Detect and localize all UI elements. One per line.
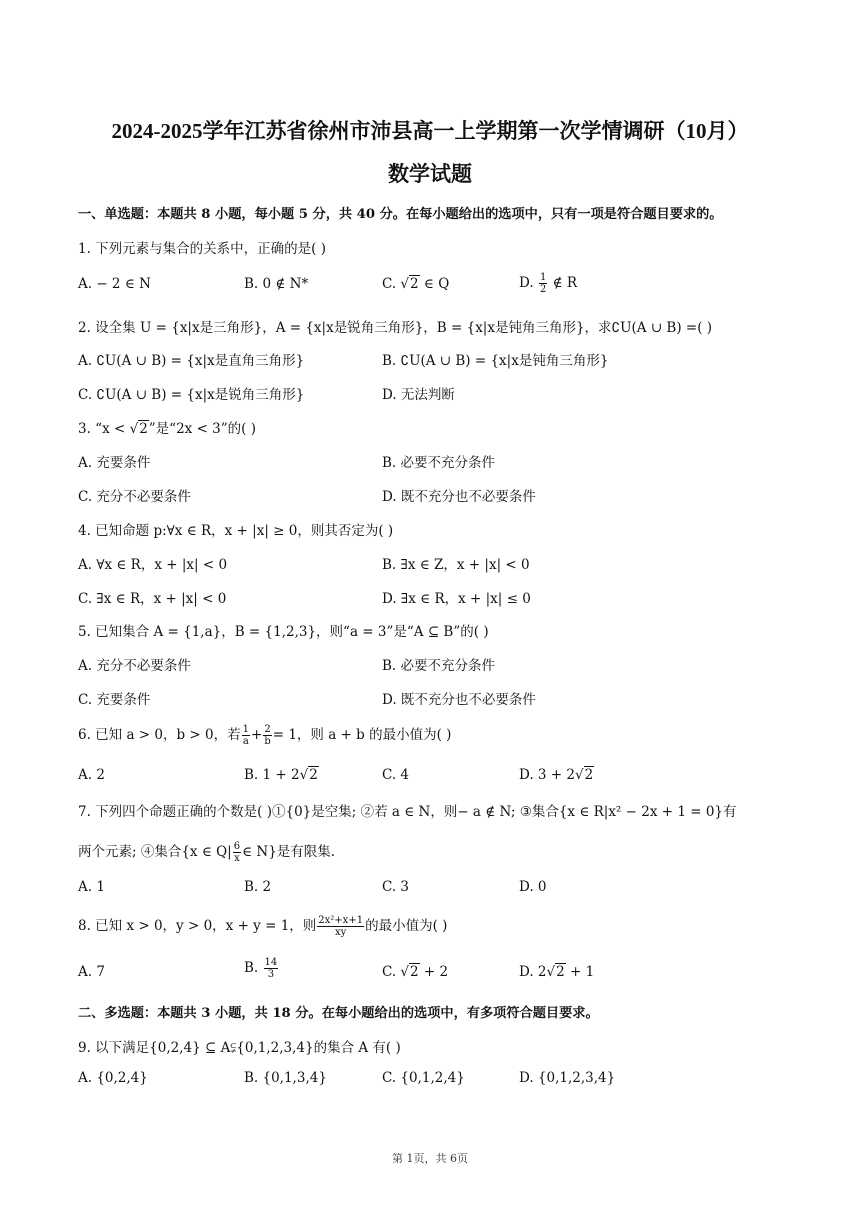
- question-5-stem: 5. 已知集合 A = {1,a}，B = {1,2,3}，则“a = 3”是“A ⊆ B”的( ): [78, 624, 489, 640]
- question-4-stem: 4. 已知命题 p:∀x ∈ R，x + |x| ≥ 0，则其否定为( ): [78, 523, 394, 539]
- question-1-option-c: C. √2 ∈ Q: [382, 276, 450, 292]
- question-2-stem: 2. 设全集 U = {x|x是三角形}，A = {x|x是锐角三角形}，B = {x|x是钝角三角形}，求∁U(A ∪ B) =( ): [78, 320, 713, 336]
- question-7-option-a: A. 1: [78, 879, 105, 895]
- question-5-option-b: B. 必要不充分条件: [382, 658, 496, 674]
- question-7-option-b: B. 2: [244, 879, 272, 895]
- question-2-option-c: C. ∁U(A ∪ B) = {x|x是锐角三角形}: [78, 387, 305, 403]
- question-2-option-b: B. ∁U(A ∪ B) = {x|x是钝角三角形}: [382, 353, 609, 369]
- question-5-option-c: C. 充要条件: [78, 692, 151, 708]
- question-1-option-d: D. $\frac{1}{2}$ ∉ R: [519, 272, 578, 295]
- question-7-option-c: C. 3: [382, 879, 410, 895]
- question-6-option-a: A. 2: [78, 767, 105, 783]
- page-footer: 第 1页，共 6页: [392, 1152, 468, 1165]
- fraction: $\frac{1}{2}$: [539, 272, 547, 295]
- question-6-option-c: C. 4: [382, 767, 410, 783]
- section-heading-multiple-choice: 二、多选题：本题共 3 小题，共 18 分。在每小题给出的选项中，有多项符合题目要求。: [78, 1006, 599, 1021]
- fraction: $\frac{1}{a}$: [242, 724, 249, 747]
- question-5-option-a: A. 充分不必要条件: [78, 658, 191, 674]
- fraction: $\frac{2}{b}$: [264, 724, 271, 747]
- question-8-option-c: C. √2 + 2: [382, 964, 449, 980]
- exam-subtitle: 数学试题: [388, 162, 472, 186]
- question-9-option-d: D. {0,1,2,3,4}: [519, 1070, 616, 1086]
- question-3-stem: 3. “x < √2”是“2x < 3”的( ): [78, 421, 256, 437]
- section-heading-single-choice: 一、单选题：本题共 8 小题，每小题 5 分，共 40 分。在每小题给出的选项中，只有一项是符合题目要求的。: [78, 207, 723, 222]
- question-6-option-d: D. 3 + 2√2: [519, 767, 594, 783]
- question-7-stem-line-2: 两个元素; ④集合{x ∈ Q| $\frac{6}{x}$ ∈ N}是有限集.: [78, 841, 336, 864]
- question-8-option-d: D. 2√2 + 1: [519, 964, 595, 980]
- question-6-stem: 6. 已知 a > 0，b > 0，若 $\frac{1}{a}$ + $\frac{2}{b}$ = 1，则 a + b 的最小值为( ): [78, 724, 452, 747]
- question-1-option-b: B. 0 ∉ N*: [244, 276, 309, 292]
- question-8-option-b: B. $\frac{14}{3}$: [244, 957, 278, 980]
- question-4-option-d: D. ∃x ∈ R，x + |x| ≤ 0: [382, 591, 531, 607]
- fraction: $\frac{6}{x}$: [233, 841, 241, 864]
- question-7-stem-line-1: 7. 下列四个命题正确的个数是( )①{0}是空集; ②若 a ∈ N，则− a ∉ N; ③集合{x ∈ R|x² − 2x + 1 = 0}有: [78, 804, 737, 820]
- question-9-option-b: B. {0,1,3,4}: [244, 1070, 327, 1086]
- question-1-option-a: A. − 2 ∈ N: [78, 276, 151, 292]
- question-9-stem: 9. 以下满足{0,2,4} ⊆ A⫋{0,1,2,3,4}的集合 A 有( ): [78, 1040, 401, 1056]
- question-5-option-d: D. 既不充分也不必要条件: [382, 692, 536, 708]
- question-7-option-d: D. 0: [519, 879, 547, 895]
- fraction: $\frac{14}{3}$: [264, 957, 278, 980]
- fraction: $\frac{\text{2x²+x+1}}{xy}$: [318, 915, 364, 938]
- exam-title: 2024-2025学年江苏省徐州市沛县高一上学期第一次学情调研（10月）: [111, 119, 749, 143]
- question-4-option-c: C. ∃x ∈ R，x + |x| < 0: [78, 591, 227, 607]
- question-8-stem: 8. 已知 x > 0，y > 0，x + y = 1，则 $\frac{\text{2x²+x+1}}{xy}$ 的最小值为( ): [78, 915, 448, 938]
- question-9-option-c: C. {0,1,2,4}: [382, 1070, 465, 1086]
- question-3-option-b: B. 必要不充分条件: [382, 455, 496, 471]
- question-3-option-c: C. 充分不必要条件: [78, 489, 191, 505]
- question-3-option-d: D. 既不充分也不必要条件: [382, 489, 536, 505]
- question-4-option-a: A. ∀x ∈ R，x + |x| < 0: [78, 557, 228, 573]
- question-9-option-a: A. {0,2,4}: [78, 1070, 148, 1086]
- question-6-option-b: B. 1 + 2√2: [244, 767, 318, 783]
- question-1-stem: 1. 下列元素与集合的关系中，正确的是( ): [78, 241, 326, 257]
- question-8-option-a: A. 7: [78, 964, 105, 980]
- question-2-option-a: A. ∁U(A ∪ B) = {x|x是直角三角形}: [78, 353, 305, 369]
- question-2-option-d: D. 无法判断: [382, 387, 455, 403]
- question-3-option-a: A. 充要条件: [78, 455, 151, 471]
- question-4-option-b: B. ∃x ∈ Z，x + |x| < 0: [382, 557, 530, 573]
